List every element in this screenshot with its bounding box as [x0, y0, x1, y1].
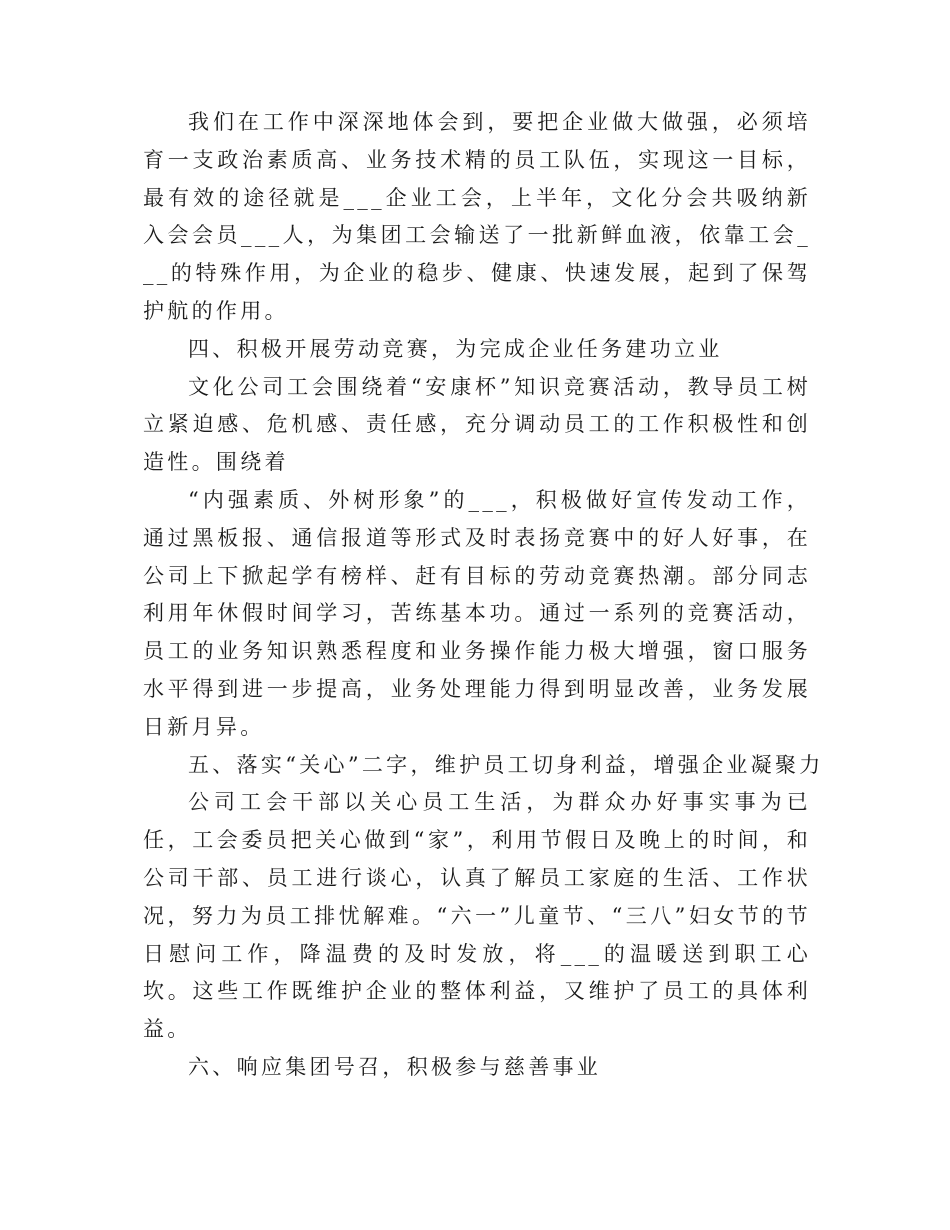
paragraph-union-recruitment: 我们在工作中深深地体会到，要把企业做大做强，必须培育一支政治素质高、业务技术精的员工队伍，实现这一目标，最有效的途径就是___企业工会，上半年，文化分会共吸纳新入会会员___人，为集团工会输送了一批新鲜血液，依靠工会___的特殊作用，为企业的稳步、健康、快速发展，起到了保驾护航的作用。	[143, 110, 811, 323]
paragraph-labor-competition: “内强素质、外树形象”的___，积极做好宣传发动工作，通过黑板报、通信报道等形式及时表扬竞赛中的好人好事，在公司上下掀起学有榜样、赶有目标的劳动竞赛热潮。部分同志利用年休假时间学习，苦练基本功。通过一系列的竞赛活动，员工的业务知识熟悉程度和业务操作能力极大增强，窗口服务水平得到进一步提高，业务处理能力得到明显改善，业务发展日新月异。	[143, 487, 811, 739]
section-heading-six: 六、响应集团号召，积极参与慈善事业	[188, 1054, 602, 1079]
section-heading-five: 五、落实“关心”二字，维护员工切身利益，增强企业凝聚力	[188, 752, 824, 777]
paragraph-ankang-cup: 文化公司工会围绕着“安康杯”知识竞赛活动，教导员工树立紧迫感、危机感、责任感，充分调动员工的工作积极性和创造性。围绕着	[143, 374, 811, 475]
paragraph-employee-care: 公司工会干部以关心员工生活，为群众办好事实事为已任，工会委员把关心做到“家”，利用节假日及晚上的时间，和公司干部、员工进行谈心，认真了解员工家庭的生活、工作状况，努力为员工排忧解难。“六一”儿童节、“三八”妇女节的节日慰问工作，降温费的及时发放，将___的温暖送到职工心坎。这些工作既维护企业的整体利益，又维护了员工的具体利益。	[143, 790, 811, 1042]
section-heading-four: 四、积极开展劳动竞赛，为完成企业任务建功立业	[188, 336, 723, 361]
document-body	[143, 104, 824, 1087]
